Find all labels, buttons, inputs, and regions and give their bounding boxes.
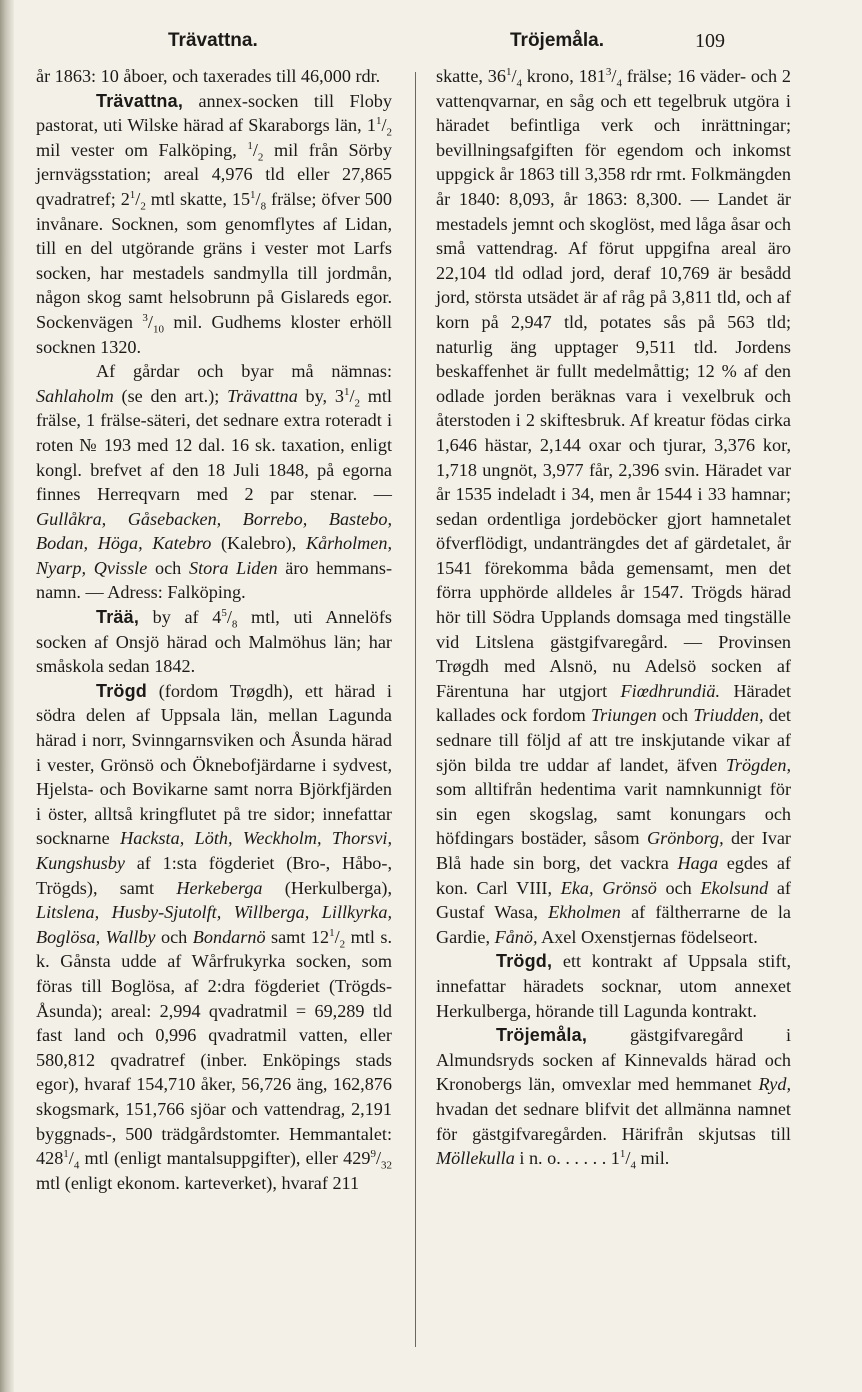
entry-trogd-continuation: skatte, $36^1/_4$ krono, $181^3/_4$ frälse; 16 väder- och 2 vattenqvarnar, en såg och ett tegelbruk utgöra i häradet befintliga verk och inrättningar; bevillningsafgiften för egendom och inkomst uppgick år 1863 till 3,358 rdr rmt. Folkmängden år 1840: 8,093, år 1863: 8,300. — Landet är mestadels jemnt och skoglöst, med låga åsar och små vattendrag. Af förut uppgifna areal äro 22,104 tld odlad jord, deraf 10,769 är besådd jord, största utsädet är af råg på 3,811 tld, och af korn på 2,947 tld, potates sås på 563 tld; naturlig äng upptager 9,511 tld. Jordens beskaffenhet är fullt medelmåttig; 12 % af den odlade jorden beräknas vara i vexelbruk och återstoden i 2 skiftesbruk. Af kreatur födas cirka 1,646 hästar, 2,144 oxar och tjurar, 3,376 kor, 1,718 ungnöt, 3,977 får, 2,396 svin. Häradet var år 1535 indeladt i 34, men år 1544 i 33 hamnar; sedan ordentliga jordeböcker gjort hamnetalet öfverflödigt, undanträngdes det af gärdetalet, år 1541 förekomma båda gemensamt, men det förra upphörde alldeles år 1547. Trögds härad hör till Södra Upplands domsaga med tingställe vid Litslena gästgifvaregård. — Provinsen Trøgdh med Alsnö, nu Adelsö socken af Färentuna har utgjort Fiœdhrundiä. Häradet kallades ock fordom Triungen och Triudden, det sednare till följd af att tre inskjutande vikar af sjön bilda tre uddar af landet, äfven Trögden, som alltifrån hedentima varit namnkunnigt för sin egen skogslag, samt konungars och höfdingars bostäder, såsom Grönborg, der Ivar Blå hade sin borg, det vackra Haga egdes af kon. Carl VIII, Eka, Grönsö och Ekolsund af Gustaf Wasa, Ekholmen af fältherrarne de la Gardie, Fånö, Axel Oxenstjernas födelseort. bbox=[436, 65, 792, 947]
entry-travattna: Trävattna, annex-socken till Floby pastorat, uti Wilske härad af Skaraborgs län, $1^1/_2$ mil vester om Falköping, $^1/_2$ mil från Sörby jernvägsstation; areal 4,976 tld eller 27,865 qvadratref; $2^1/_2$ mtl skatte, $15^1/_8$ frälse; öfver 500 invånare. Socknen, som genomflytes af Lidan, till en del utgörande gräns i vester mot Larfs socken, har mestadels sandmylla till jordmån, någon skog samt helsobrunn på Gislareds egor. Sockenvägen $^3/_{10}$ mil. Gudhems kloster erhöll socknen 1320. bbox=[36, 90, 392, 357]
entry-headword: Trögd, bbox=[496, 951, 553, 972]
entry-headword: Trögd bbox=[96, 680, 147, 701]
page-number: 109 bbox=[695, 30, 725, 52]
entry-headword: Tröjemåla, bbox=[496, 1025, 588, 1046]
entry-trojemala: Tröjemåla, gästgifvaregård i Almundsryds socken af Kinnevalds härad och Kronobergs län, omvexlar med hemmanet Ryd, hvadan det sednare blifvit det allmänna namnet för gästgifvaregården. Härifrån skjutsas till Möllekulla i n. o. . . . . . $1^1/_4$ mil. bbox=[436, 1025, 791, 1172]
running-header bbox=[0, 30, 862, 54]
entry-trogd-kontrakt: Trögd, ett kontrakt af Uppsala stift, innefattar häradets socknar, utom annexet Herkulberga, hörande till Lagunda kontrakt. bbox=[436, 951, 791, 1021]
entry-traa: Trää, by af $4^5/_8$ mtl, uti Annelöfs socken af Onsjö härad och Malmöhus län; har småskola sedan 1842. bbox=[36, 607, 392, 677]
header-right-title: Tröjemåla. bbox=[510, 30, 604, 51]
entry-headword: Trävattna, bbox=[96, 90, 184, 111]
entry-headword: Trää, bbox=[96, 607, 140, 628]
left-column bbox=[36, 64, 392, 1195]
column-divider bbox=[415, 72, 416, 1347]
book-spine-shadow bbox=[0, 0, 14, 1392]
right-column bbox=[436, 64, 791, 1171]
entry-trogd-harad: Trögd (fordom Trøgdh), ett härad i södra delen af Uppsala län, mellan Lagunda härad i norr, Svinngarnsviken och Åsunda härad i vester, Grönsö och Öknebofjärdarne i sydvest, Hjelsta- och Bovikarne samt norra Björkfjärden i öster, alltså kringflutet på tre sidor; innefattar socknarne Hacksta, Löth, Weckholm, Thorsvi, Kungshusby af 1:sta fögderiet (Bro-, Håbo-, Trögds), samt Herkeberga (Herkulberga), Litslena, Husby-Sjutolft, Willberga, Lillkyrka, Boglösa, Wallby och Bondarnö samt $12^1/_2$ mtl s. k. Gånsta udde af Wårfrukyrka socken, som föras till Boglösa, af 2:dra fögderiet (Trögds-Åsunda); areal: 2,994 qvadratmil = 69,289 tld fast land och 0,996 qvadratmil vatten, eller 580,812 qvadratref (inber. Enköpings stads egor), hvaraf 154,710 åker, 56,726 äng, 162,876 skogsmark, 151,766 sjöar och vattendrag, 2,191 byggnads-, 500 trädgårdstomter. Hemmantalet: $428^1/_4$ mtl (enligt mantalsuppgifter), eller $429^9/_{32}$ mtl (enligt ekonom. karteverket), hvaraf 211 bbox=[36, 680, 393, 1193]
entry-travattna-farms: Af gårdar och byar må nämnas: Sahlaholm (se den art.); Trävattna by, $3^1/_2$ mtl frälse, 1 frälse-säteri, det sednare extra roteradt i roten № 193 med 12 dal. 16 sk. taxation, enligt kongl. brefvet af den 18 Juli 1848, på egorna finnes Herreqvarn med 2 par stenar. — Gullåkra, Gåsebacken, Borrebo, Bastebo, Bodan, Höga, Katebro (Kalebro), Kårholmen, Nyarp, Qvissle och Stora Liden äro hemmans-namn. — Adress: Falköping. bbox=[36, 361, 393, 603]
header-left-title: Trävattna. bbox=[168, 30, 258, 51]
entry-continuation: år 1863: 10 åboer, och taxerades till 46,000 rdr. bbox=[36, 66, 381, 86]
